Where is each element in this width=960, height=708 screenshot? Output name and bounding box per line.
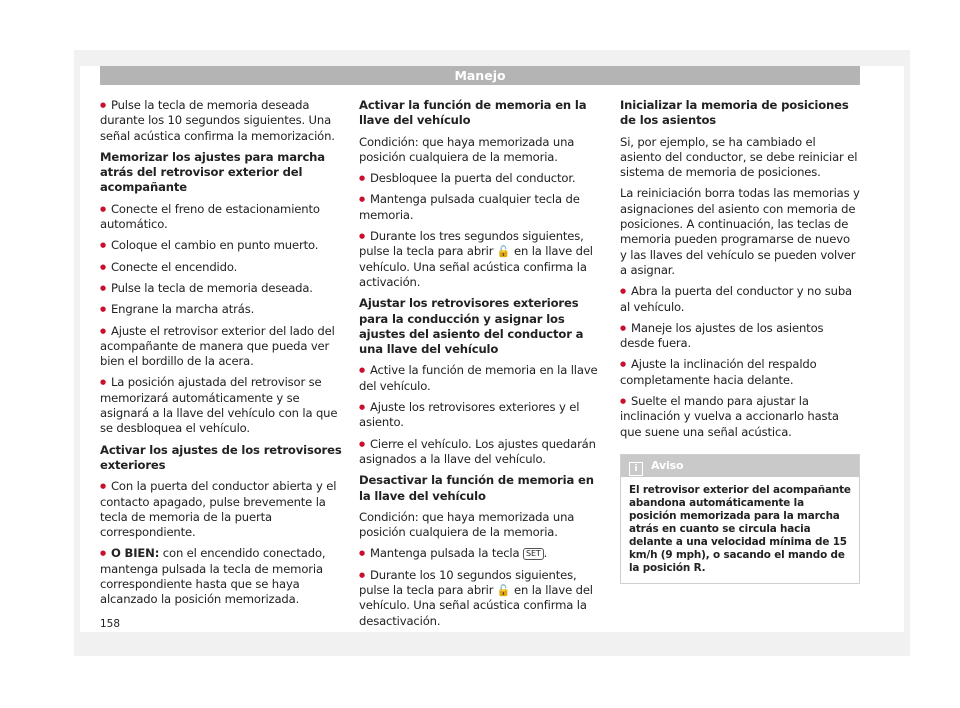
list-item: ● Cierre el vehículo. Los ajustes quedarán asignados a la llave del vehículo.: [359, 437, 605, 468]
warning-box: [620, 454, 860, 584]
column-2: [359, 98, 605, 635]
list-item-text: en la llave del vehículo. Una señal acústica confirma la activación.: [359, 244, 593, 289]
paragraph: Condición: que haya memorizada una posición cualquiera de la memoria.: [359, 509, 575, 540]
section-heading: Activar los ajustes de los retrovisores exteriores: [100, 442, 342, 472]
paragraph: La reiniciación borra todas las memorias y asignaciones del asiento con memoria de posiciones. A continuación, las teclas de memoria pueden programarse de nuevo y las llaves del vehículo se pueden volver a asignar.: [620, 186, 860, 277]
list-item: ● Conecte el encendido.: [100, 260, 346, 275]
list-item: [359, 546, 605, 561]
list-item: ● Pulse la tecla de memoria deseada.: [100, 281, 346, 296]
list-item: ● Mantenga pulsada cualquier tecla de memoria.: [359, 192, 605, 223]
list-item: ● Coloque el cambio en punto muerto.: [100, 238, 346, 253]
column-3: [620, 98, 860, 584]
list-item: ● La posición ajustada del retrovisor se memorizará automáticamente y se asignará a la llave del vehículo con la que se desbloquea el vehículo.: [100, 375, 346, 436]
list-item: ● Ajuste la inclinación del respaldo completamente hacia delante.: [620, 357, 860, 388]
list-item: ● Ajuste el retrovisor exterior del lado del acompañante de manera que pueda ver bien el bordillo de la acera.: [100, 324, 346, 370]
unlock-icon: 🔓: [496, 584, 511, 598]
warning-text: El retrovisor exterior del acompañante abandona automáticamente la posición memorizada para la marcha atrás en cuanto se circula hacia delante a una velocidad mínima de 15 km/h (9 mph), o sacando el mando de la posición R.: [629, 483, 851, 574]
page-header: Manejo: [100, 66, 860, 85]
set-key-icon: SET: [523, 548, 544, 560]
paragraph: Condición: que haya memorizada una posición cualquiera de la memoria.: [359, 134, 575, 164]
list-item: ● Con la puerta del conductor abierta y el contacto apagado, pulse brevemente la tecla de memoria de la puerta correspondiente.: [100, 479, 346, 540]
list-item: ● Active la función de memoria en la llave del vehículo.: [359, 363, 605, 394]
list-item: [100, 546, 346, 607]
list-item-text: Durante los 10 segundos siguientes, pulse la tecla para abrir: [359, 567, 577, 598]
section-heading: Inicializar la memoria de posiciones de los asientos: [620, 98, 849, 128]
list-item-text: Mantenga pulsada la tecla: [369, 546, 520, 561]
list-item: [359, 229, 605, 290]
list-item: ● Abra la puerta del conductor y no suba al vehículo.: [620, 284, 860, 315]
list-item-text: con el encendido conectado, mantenga pulsada la tecla de memoria correspondiente hasta que se haya alcanzado la posición memorizada.: [100, 546, 326, 607]
warning-header: [621, 455, 859, 477]
list-item-text: en la llave del vehículo. Una señal acústica confirma la desactivación.: [359, 583, 593, 628]
list-item: ● Engrane la marcha atrás.: [100, 302, 346, 317]
or-label: O BIEN:: [110, 546, 160, 561]
section-heading: Desactivar la función de memoria en la llave del vehículo: [359, 473, 594, 503]
list-item: ● Desbloquee la puerta del conductor.: [359, 171, 605, 186]
section-heading: Activar la función de memoria en la llave del vehículo: [359, 98, 587, 128]
list-item: ● Suelte el mando para ajustar la inclinación y vuelva a accionarlo hasta que suene una señal acústica.: [620, 394, 860, 440]
list-item: [359, 568, 605, 629]
page-number: 158: [100, 618, 121, 630]
column-1: [100, 98, 346, 614]
section-heading: Memorizar los ajustes para marcha atrás del retrovisor exterior del acompañante: [100, 149, 325, 195]
list-item: ● Ajuste los retrovisores exteriores y el asiento.: [359, 400, 605, 431]
warning-title: Aviso: [651, 458, 684, 472]
unlock-icon: 🔓: [496, 245, 511, 259]
list-item: ● Conecte el freno de estacionamiento automático.: [100, 202, 346, 233]
section-heading: Ajustar los retrovisores exteriores para la conducción y asignar los ajustes del asiento del conductor a una llave del vehículo: [359, 296, 584, 357]
info-icon: i: [629, 462, 643, 476]
period: .: [543, 546, 548, 561]
list-item: ● Pulse la tecla de memoria deseada durante los 10 segundos siguientes. Una señal acústica confirma la memorización.: [100, 98, 346, 144]
list-item: ● Maneje los ajustes de los asientos desde fuera.: [620, 321, 860, 352]
paragraph: Si, por ejemplo, se ha cambiado el asiento del conductor, se debe reiniciar el sistema de memoria de posiciones.: [620, 134, 858, 180]
list-item-text: Durante los tres segundos siguientes, pulse la tecla para abrir: [359, 229, 584, 259]
